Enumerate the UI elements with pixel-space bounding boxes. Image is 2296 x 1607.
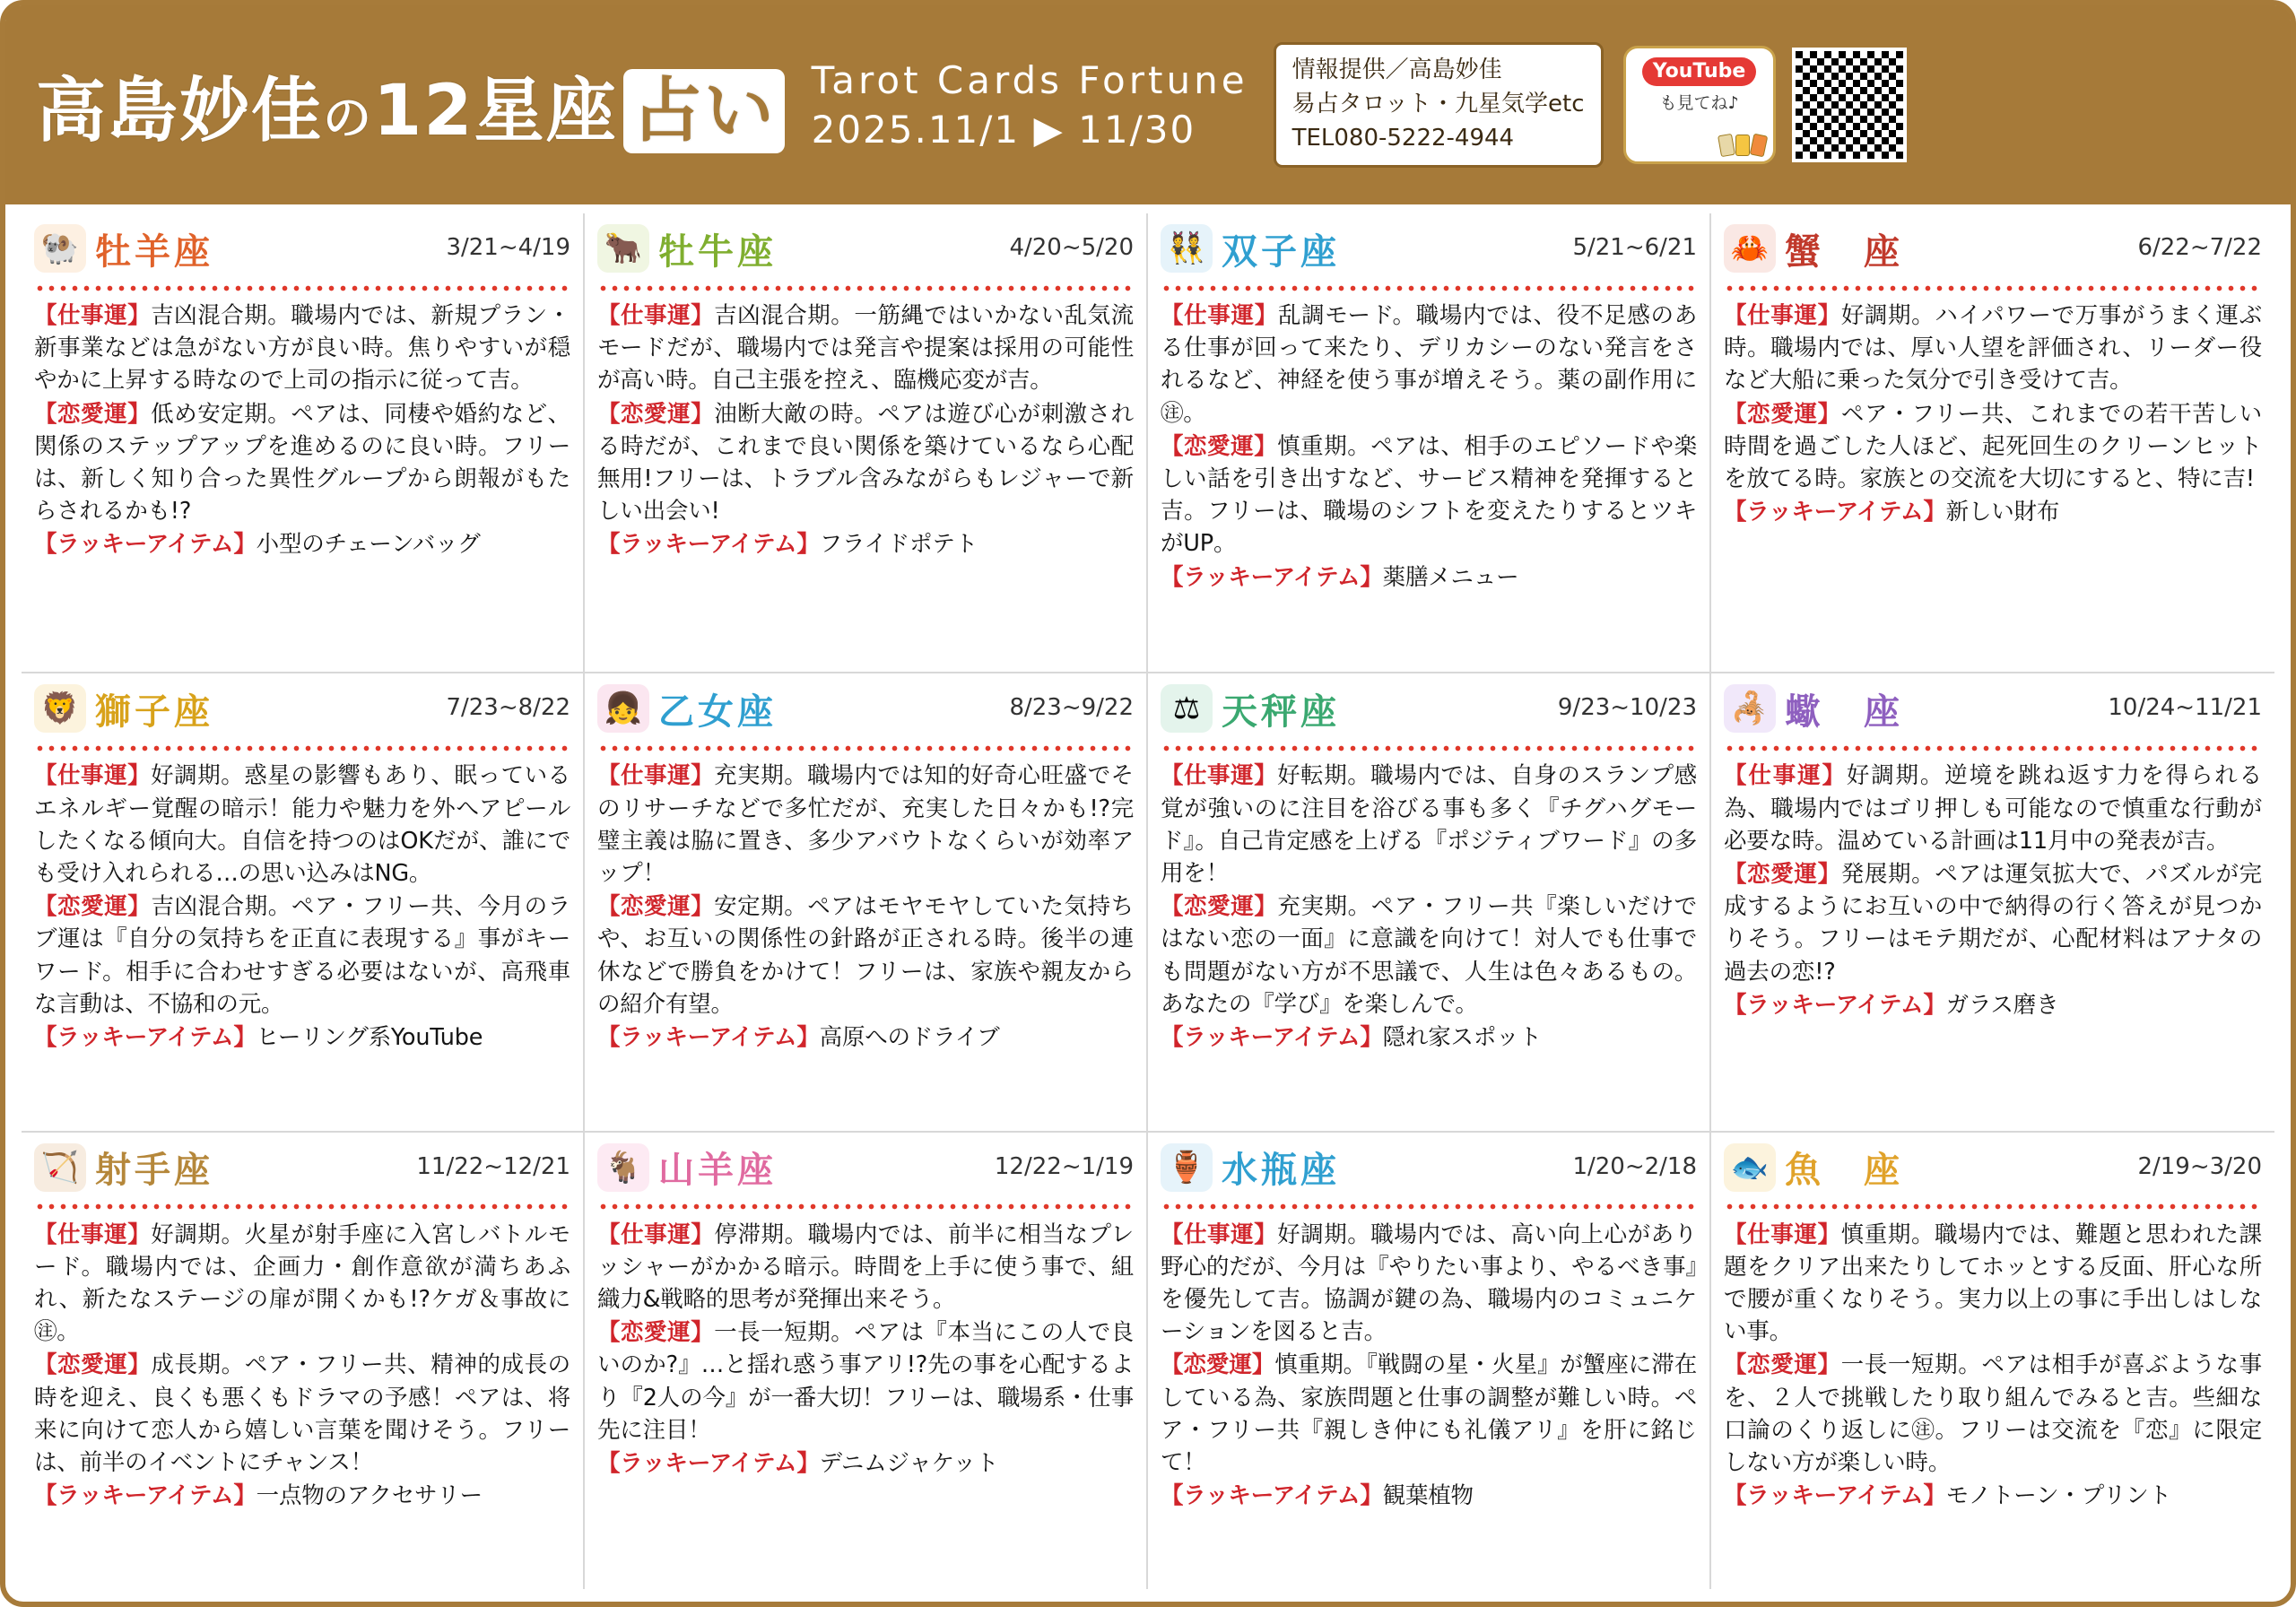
sign-dates: 1/20~2/18 [1572, 1152, 1697, 1180]
love-label: 【恋愛運】 [1724, 860, 1841, 888]
star-divider [1161, 1201, 1697, 1213]
work-text: 慎重期。職場内では、難題と思われた課題をクリア出来たりしてホッとする反面、肝心な所で腰が重くなりそう。実力以上の事に手出しはしない事。 [1724, 1220, 2262, 1346]
work-text: 好転期。職場内では、自身のスランプ感覚が強いのに注目を浴びる事も多く『チグハグモード』。自己肯定感を上げる『ポジティブワード』の多用を！ [1161, 762, 1697, 887]
love-label: 【恋愛運】 [597, 400, 715, 428]
fish-icon: 🐟 [1724, 1143, 1776, 1192]
zodiac-cell-aries [22, 213, 585, 672]
sign-name: 山羊座 [658, 1150, 777, 1192]
work-label: 【仕事運】 [597, 302, 715, 329]
sign-header [34, 221, 570, 276]
work-text: 好調期。職場内では、高い向上心があり野心的だが、今月は『やりたい事より、やるべき事』を優先して吉。協調が鍵の為、職場内のコミュニケーションを図ると吉。 [1161, 1220, 1697, 1346]
work-text: 充実期。職場内では知的好奇心旺盛でそのリサーチなどで多忙だが、充実した日々かも!?完璧主義は脇に置き、多少アバウトなくらいが効率アップ！ [597, 762, 1134, 887]
zodiac-cell-sagittarius [22, 1131, 585, 1589]
sign-name: 獅子座 [95, 691, 213, 733]
bull-icon: 🐂 [597, 224, 649, 273]
sign-dates: 2/19~3/20 [2137, 1152, 2262, 1180]
info-box [1274, 42, 1604, 167]
sign-dates: 11/22~12/21 [416, 1152, 570, 1180]
love-text: 一長一短期。ペアは『本当にこの人で良いのか?』…と揺れ惑う事アリ!?先の事を心配するより『2人の今』が一番大切！フリーは、職場系・仕事先に注目！ [597, 1319, 1134, 1444]
love-text: ペア・フリー共、これまでの若干苦しい時間を過ごした人ほど、起死回生のクリーンヒットを放てる時。家族との交流を大切にすると、特に吉! [1724, 400, 2262, 493]
sign-body [1724, 300, 2262, 528]
info-line-1: 情報提供／高島妙佳 [1292, 56, 1502, 84]
lucky-label: 【ラッキーアイテム】 [34, 1023, 257, 1051]
youtube-label: YouTube [1642, 57, 1757, 86]
zodiac-cell-taurus [585, 213, 1148, 672]
work-text: 乱調モード。職場内では、役不足感のある仕事が回って来たり、デリカシーのない発言をされるなど、神経を使う事が増えそう。薬の副作用に㊟。 [1161, 302, 1697, 427]
lucky-label: 【ラッキーアイテム】 [1161, 563, 1383, 591]
love-label: 【恋愛運】 [1161, 893, 1278, 921]
love-label: 【恋愛運】 [1161, 1351, 1275, 1379]
work-text: 吉凶混合期。一筋縄ではいかない乱気流モードだが、職場内では発言や提案は採用の可能性が高い時。自己主張を控え、臨機応変が吉。 [597, 302, 1134, 395]
work-label: 【仕事運】 [34, 302, 152, 329]
title-seiza: 星座 [474, 71, 618, 152]
star-divider [1724, 282, 2262, 294]
page-title [36, 55, 785, 155]
header-subtitle-block [812, 58, 1248, 152]
lucky-label: 【ラッキーアイテム】 [597, 1023, 820, 1051]
sign-header [1161, 681, 1697, 736]
sign-dates: 3/21~4/19 [446, 234, 570, 261]
love-text: 油断大敵の時。ペアは遊び心が刺激される時だが、これまで良い関係を築けているなら心配無用!フリーは、トラブル含みながらもレジャーで新しい出会い! [597, 400, 1134, 526]
info-line-3: TEL080-5222-4944 [1292, 124, 1515, 152]
sign-header [1161, 1140, 1697, 1195]
sign-dates: 6/22~7/22 [2137, 234, 2262, 261]
sign-header [597, 221, 1134, 276]
star-divider [597, 282, 1134, 294]
love-text: 慎重期。『戦闘の星・火星』が蟹座に滞在している為、家族問題と仕事の調整が難しい時。ペア・フリー共『親しき仲にも礼儀アリ』を肝に銘じて！ [1161, 1351, 1697, 1477]
youtube-badge[interactable] [1623, 46, 1776, 164]
sign-header [34, 1140, 570, 1195]
lucky-label: 【ラッキーアイテム】 [597, 531, 820, 559]
zodiac-cell-virgo [585, 672, 1148, 1130]
zodiac-cell-gemini [1148, 213, 1711, 672]
goat-icon: 🐐 [597, 1143, 649, 1192]
work-text: 停滞期。職場内では、前半に相当なプレッシャーがかかる暗示。時間を上手に使う事で、組織力&戦略的思考が発揮出来そう。 [597, 1220, 1134, 1314]
lucky-label: 【ラッキーアイテム】 [1724, 991, 1946, 1019]
love-text: 成長期。ペア・フリー共、精神的成長の時を迎え、良くも悪くもドラマの予感！ペアは、将来に向けて恋人から嬉しい言葉を聞けそう。フリーは、前半のイベントにチャンス！ [34, 1351, 570, 1477]
love-text: 低め安定期。ペアは、同棲や婚約など、関係のステップアップを進めるのに良い時。フリーは、新しく知り合った異性グループから朗報がもたらされるかも!? [34, 400, 570, 526]
sign-body [1724, 760, 2262, 1021]
lucky-text: 小型のチェーンバッグ [256, 531, 481, 559]
lucky-text: フライドポテト [819, 531, 978, 559]
lucky-label: 【ラッキーアイテム】 [34, 531, 257, 559]
youtube-sub-label: も見てね♪ [1659, 93, 1739, 114]
love-label: 【恋愛運】 [34, 1351, 152, 1379]
work-label: 【仕事運】 [1724, 302, 1841, 329]
work-label: 【仕事運】 [1161, 762, 1278, 790]
love-label: 【恋愛運】 [34, 893, 152, 921]
love-text: 吉凶混合期。ペア・フリー共、今月のラブ運は『自分の気持ちを正直に表現する』事がキーワード。相手に合わせすぎる必要はないが、高飛車な言動は、不協和の元。 [34, 893, 570, 1018]
sign-body [1724, 1219, 2262, 1513]
love-text: 慎重期。ペアは、相手のエピソードや楽しい話を引き出すなど、サービス精神を発揮すると吉。フリーは、職場のシフトを変えたりするとツキがUP。 [1161, 432, 1697, 558]
work-label: 【仕事運】 [1724, 762, 1847, 790]
sign-dates: 4/20~5/20 [1009, 234, 1134, 261]
star-divider [1724, 1201, 2262, 1213]
sign-body [34, 1219, 570, 1513]
lucky-text: 隠れ家スポット [1382, 1023, 1542, 1051]
sign-body [1161, 760, 1697, 1054]
love-label: 【恋愛運】 [34, 400, 152, 428]
water-bearer-icon: 🏺 [1161, 1143, 1213, 1192]
info-line-2: 易占タロット・九星気学etc [1292, 91, 1585, 118]
work-text: 吉凶混合期。職場内では、新規プラン・新事業などは急がない方が良い時。焦りやすいが穏やかに上昇する時なので上司の指示に従って吉。 [34, 302, 570, 395]
page-header [5, 5, 2291, 204]
star-divider [597, 1201, 1134, 1213]
lucky-label: 【ラッキーアイテム】 [1161, 1023, 1383, 1051]
sign-body [597, 760, 1134, 1054]
lucky-label: 【ラッキーアイテム】 [1724, 1482, 1946, 1510]
work-label: 【仕事運】 [34, 762, 152, 790]
title-uranai: 占い [623, 69, 785, 153]
maiden-icon: 👧 [597, 684, 649, 733]
sign-dates: 9/23~10/23 [1557, 694, 1697, 722]
sign-header [34, 681, 570, 736]
sign-name: 双子座 [1222, 230, 1340, 273]
sign-dates: 8/23~9/22 [1009, 694, 1134, 722]
lucky-text: 高原へのドライブ [819, 1023, 1000, 1051]
love-text: 安定期。ペアはモヤモヤしていた気持ちや、お互いの関係性の針路が正される時。後半の連休などで勝負をかけて！フリーは、家族や親友からの紹介有望。 [597, 893, 1134, 1018]
sign-header [1724, 681, 2262, 736]
sign-name: 牡羊座 [95, 230, 213, 273]
work-label: 【仕事運】 [1724, 1220, 1841, 1248]
lucky-text: デニムジャケット [819, 1450, 999, 1478]
crab-icon: 🦀 [1724, 224, 1776, 273]
love-label: 【恋愛運】 [597, 893, 715, 921]
star-divider [597, 742, 1134, 754]
zodiac-cell-scorpio [1711, 672, 2274, 1130]
sign-body [1161, 1219, 1697, 1513]
star-divider [34, 1201, 570, 1213]
sign-body [597, 1219, 1134, 1481]
zodiac-cell-pisces [1711, 1131, 2274, 1589]
scorpion-icon: 🦂 [1724, 684, 1776, 733]
sign-header [1724, 1140, 2262, 1195]
sign-dates: 5/21~6/21 [1572, 234, 1697, 261]
sign-body [1161, 300, 1697, 594]
ram-icon: 🐏 [34, 224, 86, 273]
sign-dates: 12/22~1/19 [994, 1152, 1134, 1180]
sign-body [597, 300, 1134, 561]
zodiac-cell-capricorn [585, 1131, 1148, 1589]
love-label: 【恋愛運】 [1724, 400, 1841, 428]
sign-body [34, 300, 570, 561]
scales-icon: ⚖ [1161, 684, 1213, 733]
sign-name: 蠍 座 [1785, 691, 1903, 733]
sign-name: 天秤座 [1222, 691, 1340, 733]
lucky-text: 新しい財布 [1945, 499, 2060, 526]
work-label: 【仕事運】 [1161, 1220, 1278, 1248]
sign-header [597, 1140, 1134, 1195]
zodiac-cell-aquarius [1148, 1131, 1711, 1589]
work-label: 【仕事運】 [1161, 302, 1278, 329]
lucky-text: 薬膳メニュー [1382, 563, 1519, 591]
zodiac-cell-cancer [1711, 213, 2274, 672]
work-label: 【仕事運】 [597, 762, 715, 790]
love-label: 【恋愛運】 [1161, 432, 1278, 460]
zodiac-cell-leo [22, 672, 585, 1130]
lucky-text: ヒーリング系YouTube [256, 1023, 483, 1051]
sign-header [597, 681, 1134, 736]
sign-name: 射手座 [95, 1150, 213, 1192]
love-text: 充実期。ペア・フリー共『楽しいだけではない恋の一面』に意識を向けて！対人でも仕事でも問題がない方が不思議で、人生は色々あるもの。あなたの『学び』を楽しんで。 [1161, 893, 1697, 1018]
love-label: 【恋愛運】 [1724, 1351, 1841, 1379]
sign-name: 乙女座 [658, 691, 777, 733]
lucky-label: 【ラッキーアイテム】 [1724, 499, 1946, 526]
sign-dates: 10/24~11/21 [2108, 694, 2262, 722]
title-12: 12 [373, 71, 474, 152]
title-no: の [323, 90, 374, 146]
twins-icon: 👯 [1161, 224, 1213, 273]
lucky-text: モノトーン・プリント [1945, 1482, 2171, 1510]
sign-header [1161, 221, 1697, 276]
star-divider [1161, 742, 1697, 754]
love-label: 【恋愛運】 [597, 1319, 715, 1347]
star-divider [1724, 742, 2262, 754]
love-text: 発展期。ペアは運気拡大で、パズルが完成するようにお互いの中で納得の行く答えが見つかりそう。フリーはモテ期だが、心配材料はアナタの過去の恋!? [1724, 860, 2262, 986]
zodiac-cell-libra [1148, 672, 1711, 1130]
sign-name: 蟹 座 [1785, 230, 1903, 273]
title-author: 高島妙佳 [36, 71, 324, 152]
zodiac-grid [5, 204, 2291, 1602]
sign-dates: 7/23~8/22 [446, 694, 570, 722]
sign-name: 水瓶座 [1222, 1150, 1340, 1192]
qr-code-icon[interactable] [1792, 48, 1907, 162]
tarot-cards-icon [1719, 135, 1766, 156]
tarot-english-title: Tarot Cards Fortune [811, 58, 1248, 102]
love-text: 一長一短期。ペアは相手が喜ぶような事を、２人で挑戦したり取り組んでみると吉。些細な口論のくり返しに㊟。フリーは交流を『恋』に限定しない方が楽しい時。 [1724, 1351, 2262, 1477]
lucky-text: ガラス磨き [1945, 991, 2059, 1019]
work-text: 好調期。ハイパワーで万事がうまく運ぶ時。職場内では、厚い人望を評価され、リーダー役など大船に乗った気分で引き受けて吉。 [1724, 302, 2262, 395]
lion-icon: 🦁 [34, 684, 86, 733]
sign-header [1724, 221, 2262, 276]
work-text: 好調期。惑星の影響もあり、眠っているエネルギー覚醒の暗示！能力や魅力を外へアピールしたくなる傾向大。自信を持つのはOKだが、誰にでも受け入れられる…の思い込みはNG。 [34, 762, 570, 887]
sign-name: 牡牛座 [658, 230, 777, 273]
work-text: 好調期。逆境を跳ね返す力を得られる為、職場内ではゴリ押しも可能なので慎重な行動が必要な時。温めている計画は11月中の発表が吉。 [1724, 762, 2262, 855]
lucky-text: 一点物のアクセサリー [256, 1482, 483, 1510]
lucky-label: 【ラッキーアイテム】 [34, 1482, 257, 1510]
sign-body [34, 760, 570, 1054]
work-text: 好調期。火星が射手座に入宮しバトルモード。職場内では、企画力・創作意欲が満ちあふれ、新たなステージの扉が開くかも!?ケガ＆事故に㊟。 [34, 1220, 570, 1346]
sign-name: 魚 座 [1785, 1150, 1903, 1192]
archer-icon: 🏹 [34, 1143, 86, 1192]
star-divider [1161, 282, 1697, 294]
lucky-text: 観葉植物 [1382, 1482, 1474, 1510]
lucky-label: 【ラッキーアイテム】 [1161, 1482, 1383, 1510]
star-divider [34, 282, 570, 294]
date-range: 2025.11/1 ▶ 11/30 [811, 108, 1196, 152]
work-label: 【仕事運】 [34, 1220, 152, 1248]
star-divider [34, 742, 570, 754]
work-label: 【仕事運】 [597, 1220, 715, 1248]
lucky-label: 【ラッキーアイテム】 [597, 1450, 820, 1478]
